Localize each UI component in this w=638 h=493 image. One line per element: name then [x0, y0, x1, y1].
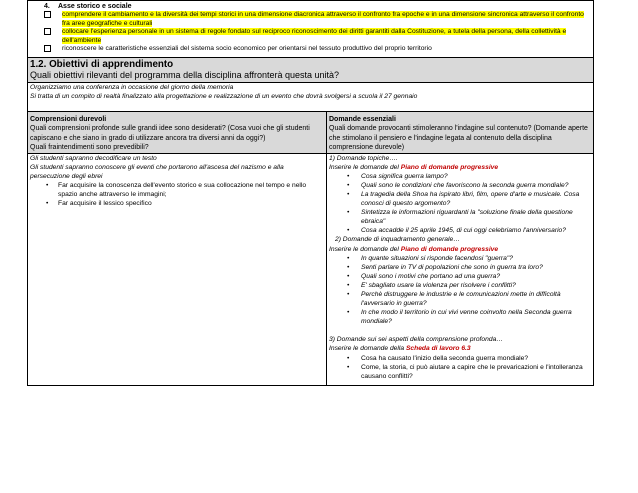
bullet-icon: • — [46, 181, 49, 189]
list-item: • Come, la storia, ci può aiutare a capire che le prevaricazioni e l'intolleranza causano conflitti? — [347, 363, 583, 380]
essential-questions-body — [327, 153, 594, 385]
left-bullet-list — [30, 181, 324, 208]
section-title: 1.2. Obiettivi di apprendimento — [30, 58, 174, 70]
list-item: • In che modo il territorio in cui vivi venne coinvolto nella Seconda guerra mondiale? — [347, 309, 572, 326]
bullet-icon: • — [347, 263, 350, 271]
axis-item-2 — [30, 28, 591, 45]
axis-title: Asse storico e sociale — [58, 3, 132, 10]
axis-item-3 — [30, 45, 591, 54]
bullet-icon: • — [347, 190, 350, 198]
spacer — [329, 326, 591, 335]
bullet-icon: • — [347, 172, 350, 180]
bullet-icon: • — [347, 291, 350, 298]
columns-header-row — [28, 111, 594, 153]
list-item: • Perchè distruggere le industrie e le comunicazioni mette in difficoltà l'avversario in guerra? — [347, 291, 561, 308]
axis-number: 4. — [44, 3, 50, 10]
essential-questions-header — [327, 111, 594, 153]
bullet-icon: • — [347, 254, 350, 262]
left-line-2: Gli studenti sapranno conoscere gli eventi che portarono all'ascesa del nazismo e alla persecuzione degli ebrei — [30, 163, 284, 180]
checkbox-icon[interactable] — [44, 11, 51, 18]
checkbox-icon[interactable] — [44, 45, 51, 52]
list-item: • Senti parlare in TV di popolazioni che sono in guerra tra loro? — [347, 263, 543, 271]
bullet-icon: • — [347, 272, 350, 280]
list-item: • Quali sono le condizioni che favoriscono la seconda guerra mondiale? — [347, 181, 569, 189]
checkbox-icon[interactable] — [44, 28, 51, 35]
planning-table — [27, 0, 594, 386]
axis-item-text: collocare l'esperienza personale in un sistema di regole fondato sul reciproco riconoscimento dei diritti garantiti dalla Costituzione, a tutela della persona, della collettività e dell'ambiente — [62, 28, 567, 44]
list-item: • Cosa ha causato l'inizio della seconda guerra mondiale? — [347, 354, 529, 362]
durable-understandings-title: Comprensioni durevoli — [30, 115, 107, 123]
list-item: • Far acquisire il lessico specifico — [46, 200, 152, 208]
list-item: • Quali sono i motivi che portano ad una guerra? — [347, 272, 501, 280]
bullet-icon: • — [347, 281, 350, 289]
section-heading-row — [28, 57, 594, 82]
list-item: • In quante situazioni si risponde facendosi "guerra"? — [347, 254, 513, 262]
group1-list — [329, 172, 591, 236]
durable-understandings-text: Quali comprensioni profonde sulle grandi idee sono desiderati? (Cosa vuoi che gli studenti capiscano e che siano in grado di utilizzare ancora tra diversi anni da oggi?) — [30, 125, 310, 142]
bullet-icon: • — [347, 227, 350, 235]
bullet-icon: • — [347, 354, 350, 362]
essential-questions-title: Domande essenziali — [329, 115, 396, 123]
bullet-icon: • — [347, 309, 350, 317]
section-heading-cell — [28, 57, 594, 82]
durable-understandings-body — [28, 153, 327, 385]
progressive-questions-link: Piano di domande progressive — [400, 245, 499, 253]
bullet-icon: • — [46, 200, 49, 208]
intro-line-2: Si tratta di un compito di realtà finalizzato alla progettazione e realizzazione di un evento che dovrà svolgersi a scuola il 27 gennaio — [30, 93, 418, 101]
bullet-icon: • — [347, 363, 350, 371]
group3-list — [329, 354, 591, 381]
axis-heading — [30, 2, 591, 11]
worksheet-link: Scheda di lavoro 6.3 — [405, 345, 471, 353]
axis-row — [28, 1, 594, 58]
bullet-icon: • — [347, 181, 350, 189]
axis-cell — [28, 1, 594, 58]
misconceptions-question: Quali fraintendimenti sono prevedibili? — [30, 144, 149, 152]
group3-heading: 3) Domande sui sei aspetti della comprensione profonda… — [329, 336, 503, 344]
content-row — [28, 153, 594, 385]
group1-heading: 1) Domande topiche…. — [329, 154, 398, 162]
document-page — [27, 0, 593, 386]
section-subtitle: Quali obiettivi rilevanti del programma della disciplina affronterà questa unità? — [30, 69, 340, 80]
durable-understandings-header — [28, 111, 327, 153]
list-item: • Sintetizza le informazioni riguardanti la "soluzione finale della questione ebraica" — [347, 209, 573, 226]
group2-heading: 2) Domande di inquadramento generale… — [335, 236, 460, 244]
intro-cell — [28, 82, 594, 111]
list-item: • Cosa significa guerra lampo? — [347, 172, 448, 180]
list-item: • E' sbagliato usare la violenza per risolvere i conflitti? — [347, 281, 516, 289]
list-item: • Cosa accadde il 25 aprile 1945, di cui oggi celebriamo l'anniversario? — [347, 227, 566, 235]
intro-line-1: Organizziamo una conferenza in occasione del giorno della memoria — [30, 83, 234, 91]
bullet-icon: • — [347, 209, 350, 217]
list-item: • La tragedia della Shoa ha ispirato libri, film, opere d'arte e musicale. Cosa conosci di questo argomento? — [347, 190, 580, 208]
axis-item-text: comprendere il cambiamento e la diversità dei tempi storici in una dimensione diacronica attraverso il confronto fra epoche e in una dimensione sincronica attraverso il confronto fra aree geografiche e culturali — [62, 11, 584, 27]
list-item: • Far acquisire la conoscenza dell'evento storico e sua collocazione nel tempo e nello spazio anche attraverso le immagini; — [46, 181, 307, 198]
group1-intro: Inserire le domande del Piano di domande progressive — [329, 163, 499, 171]
group2-list — [329, 254, 591, 327]
progressive-questions-link: Piano di domande progressive — [400, 163, 499, 171]
essential-questions-text: Quali domande provocanti stimoleranno l'indagine sul contenuto? (Domande aperte che stimolano il pensiero e l'indagine legata al contenuto della disciplina comprensione durevole) — [329, 125, 588, 152]
group3-intro: Inserire le domande della Scheda di lavoro 6.3 — [329, 345, 471, 353]
axis-item-1 — [30, 11, 591, 28]
axis-item-text: riconoscere le caratteristiche essenziali del sistema socio economico per orientarsi nel tessuto produttivo del proprio territorio — [62, 45, 432, 53]
left-line-1: Gli studenti sapranno decodificare un testo — [30, 154, 157, 162]
intro-row — [28, 82, 594, 111]
group2-intro: Inserire le domande del Piano di domande progressive — [329, 245, 499, 253]
